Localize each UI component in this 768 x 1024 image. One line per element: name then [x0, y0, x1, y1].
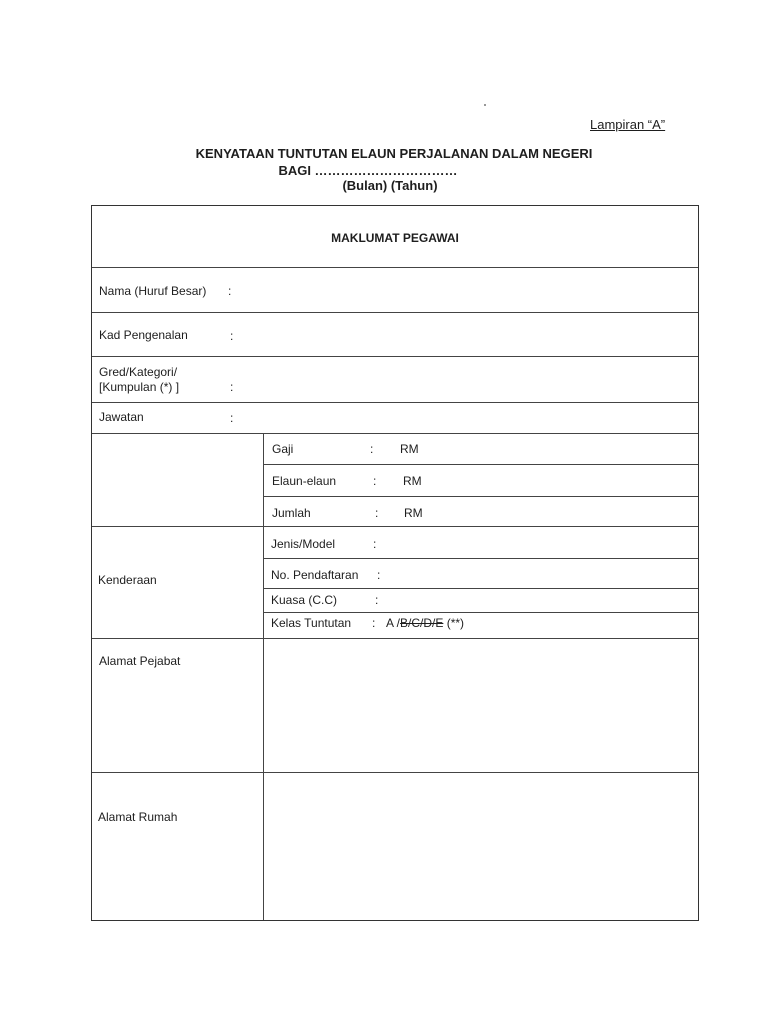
kelas-value-plain: A / — [386, 616, 401, 630]
gred-colon: : — [230, 380, 234, 394]
nama-label: Nama (Huruf Besar) — [99, 284, 207, 298]
row-divider — [92, 638, 698, 639]
column-divider — [263, 433, 264, 920]
row-divider — [92, 772, 698, 773]
elaun-colon: : — [373, 474, 377, 488]
kuasa-colon: : — [375, 593, 379, 607]
kelas-value — [386, 616, 464, 630]
jumlah-colon: : — [375, 506, 379, 520]
section-title: MAKLUMAT PEGAWAI — [331, 231, 459, 245]
gred-label-line2: [Kumpulan (*) ] — [99, 380, 180, 394]
row-divider — [264, 612, 698, 613]
jenis-model-label: Jenis/Model — [271, 537, 336, 551]
kad-colon: : — [230, 329, 234, 343]
row-divider — [92, 402, 698, 403]
kelas-value-struck: B/C/D/E — [400, 616, 444, 630]
alamat-pejabat-label: Alamat Pejabat — [99, 654, 181, 668]
kelas-colon: : — [372, 616, 376, 630]
row-divider — [92, 356, 698, 357]
jawatan-colon: : — [230, 411, 234, 425]
form-period-line: BAGI …………………………… — [278, 163, 458, 178]
gaji-label: Gaji — [272, 442, 294, 456]
jenis-colon: : — [373, 537, 377, 551]
no-pendaftaran-colon: : — [377, 568, 381, 582]
elaun-label: Elaun-elaun — [272, 474, 337, 488]
speck — [484, 104, 486, 106]
row-divider — [264, 558, 698, 559]
alamat-rumah-label: Alamat Rumah — [98, 810, 178, 824]
nama-colon: : — [228, 284, 232, 298]
officer-info-form — [91, 205, 699, 921]
appendix-label: Lampiran “A” — [590, 117, 666, 132]
jawatan-label: Jawatan — [99, 410, 144, 424]
kelas-value-suffix: (**) — [446, 616, 465, 630]
row-divider — [92, 267, 698, 268]
row-divider — [92, 433, 698, 434]
row-divider — [264, 496, 698, 497]
gred-label-line1: Gred/Kategori/ — [99, 365, 178, 379]
row-divider — [92, 526, 698, 527]
kenderaan-label: Kenderaan — [98, 573, 157, 587]
elaun-currency: RM — [403, 474, 422, 488]
kad-pengenalan-label: Kad Pengenalan — [99, 328, 188, 342]
kuasa-label: Kuasa (C.C) — [271, 593, 338, 607]
gaji-colon: : — [370, 442, 374, 456]
row-divider — [92, 312, 698, 313]
kelas-tuntutan-label: Kelas Tuntutan — [271, 616, 352, 630]
form-period-caption: (Bulan) (Tahun) — [342, 178, 438, 193]
gaji-currency: RM — [400, 442, 419, 456]
form-title: KENYATAAN TUNTUTAN ELAUN PERJALANAN DALAM NEGERI — [195, 146, 593, 161]
no-pendaftaran-label: No. Pendaftaran — [271, 568, 359, 582]
jumlah-label: Jumlah — [272, 506, 311, 520]
row-divider — [264, 464, 698, 465]
jumlah-currency: RM — [404, 506, 423, 520]
row-divider — [264, 588, 698, 589]
